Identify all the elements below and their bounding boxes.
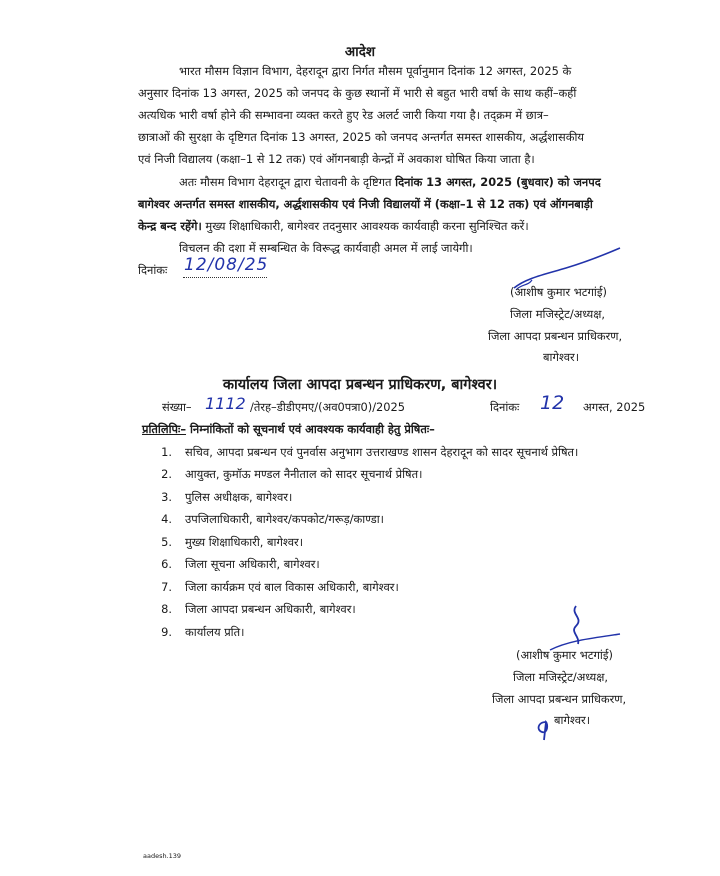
copy-item: जिला आपदा प्रबन्धन अधिकारी, बागेश्वर। <box>185 602 356 616</box>
order-title: आदेश <box>344 44 376 60</box>
footer-file-name: aadesh.139 <box>143 852 182 860</box>
date-label: दिनांकः <box>138 263 168 277</box>
initial-mark <box>532 718 554 744</box>
ref-number-handwritten: 1112 <box>205 394 246 413</box>
para2-line1 <box>179 175 601 190</box>
handwritten-date: 12/08/25 <box>184 255 269 275</box>
para2-line3-b: मुख्य शिक्षाधिकारी, बागेश्वर तदनुसार आवश्यक कार्यवाही करना सुनिश्चित करें। <box>201 219 529 233</box>
copy-item-num: 2. <box>161 467 172 481</box>
copy-item: आयुक्त, कुमॉऊ मण्डल नैनीताल को सादर सूचनार्थ प्रेषित। <box>185 467 423 481</box>
ref-date-day-handwritten: 12 <box>540 392 565 414</box>
copy-item-num: 5. <box>161 535 172 549</box>
copy-line <box>142 422 435 437</box>
copy-item: सचिव, आपदा प्रबन्धन एवं पुनर्वास अनुभाग उत्तराखण्ड शासन देहरादून को सादर सूचनार्थ प्रेषित। <box>185 445 579 459</box>
copy-item: जिला सूचना अधिकारी, बागेश्वर। <box>185 557 320 571</box>
para2-line2: बागेश्वर अन्तर्गत समस्त शासकीय, अर्द्धशासकीय एवं निजी विद्यालयों में (कक्षा–1 से 12 तक) एवं ऑगनबाड़ी <box>138 197 593 211</box>
copy-item: पुलिस अधीक्षक, बागेश्वर। <box>185 490 293 504</box>
copy-item-num: 8. <box>161 602 172 616</box>
ref-rest: /तेरह–डीडीएमए/(अव0पत्रा0)/2025 <box>250 400 406 414</box>
copy-item: जिला कार्यक्रम एवं बाल विकास अधिकारी, बागेश्वर। <box>185 580 399 594</box>
ref-date-rest: अगस्त, 2025 <box>583 400 646 414</box>
copy-item-num: 1. <box>161 445 172 459</box>
para2-line3-a: केन्द्र बन्द रहेंगे। <box>138 219 202 233</box>
copy-item-num: 4. <box>161 512 172 526</box>
copy-intro: निम्नांकितों को सूचनार्थ एवं आवश्यक कार्यवाही हेतु प्रेषितः– <box>186 422 435 436</box>
signatory1-name: (आशीष कुमार भटगांई) <box>510 285 607 299</box>
office-heading: कार्यालय जिला आपदा प्रबन्धन प्राधिकरण, बागेश्वर। <box>222 377 498 393</box>
para1-line3: अत्यधिक भारी वर्षा होने की सम्भावना व्यक्त करते हुए रेड अलर्ट जारी किया गया है। तद्क्रम में छात्र– <box>138 108 549 122</box>
ref-date-label: दिनांकः <box>490 400 520 414</box>
date-underline <box>183 277 267 278</box>
signatory2-title2: जिला आपदा प्रबन्धन प्राधिकरण, <box>492 692 627 706</box>
copy-item: उपजिलाधिकारी, बागेश्वर/कपकोट/गरूड़/काण्डा। <box>185 512 384 526</box>
signatory2-place: बागेश्वर। <box>554 713 591 727</box>
signatory2-name: (आशीष कुमार भटगांई) <box>516 648 613 662</box>
copy-item-num: 3. <box>161 490 172 504</box>
para2-line1-a: अतः मौसम विभाग देहरादून द्वारा चेतावनी के दृष्टिगत <box>179 175 396 189</box>
copy-item-num: 7. <box>161 580 172 594</box>
para1-line5: एवं निजी विद्यालय (कक्षा–1 से 12 तक) एवं ऑगनबाड़ी केन्द्रों में अवकाश घोषित किया जाता है। <box>138 152 535 166</box>
para1-line2: अनुसार दिनांक 13 अगस्त, 2025 को जनपद के कुछ स्थानों में भारी से बहुत भारी वर्षा के साथ कहीं–कहीं <box>138 86 577 100</box>
signatory1-title1: जिला मजिस्ट्रेट/अध्यक्ष, <box>510 307 606 321</box>
ref-label: संख्या– <box>162 400 192 414</box>
para2-line3 <box>138 219 529 234</box>
copy-label: प्रतिलिपिः– <box>142 422 187 436</box>
copy-item-num: 9. <box>161 625 172 639</box>
para1-line1: भारत मौसम विज्ञान विभाग, देहरादून द्वारा निर्गत मौसम पूर्वानुमान दिनांक 12 अगस्त, 2025 के <box>179 64 572 78</box>
copy-item: मुख्य शिक्षाधिकारी, बागेश्वर। <box>185 535 304 549</box>
signatory1-title2: जिला आपदा प्रबन्धन प्राधिकरण, <box>488 329 623 343</box>
copy-item-num: 6. <box>161 557 172 571</box>
copy-item: कार्यालय प्रति। <box>185 625 245 639</box>
para3: विचलन की दशा में सम्बन्धित के विरूद्ध कार्यवाही अमल में लाई जायेगी। <box>179 241 473 255</box>
para1-line4: छात्राओं की सुरक्षा के दृष्टिगत दिनांक 13 अगस्त, 2025 को जनपद अन्तर्गत समस्त शासकीय, अर्द्धशासकीय <box>138 130 585 144</box>
para2-line1-b: दिनांक 13 अगस्त, 2025 (बुधवार) को जनपद <box>395 175 601 189</box>
signatory2-title1: जिला मजिस्ट्रेट/अध्यक्ष, <box>513 670 609 684</box>
signatory1-place: बागेश्वर। <box>543 350 580 364</box>
